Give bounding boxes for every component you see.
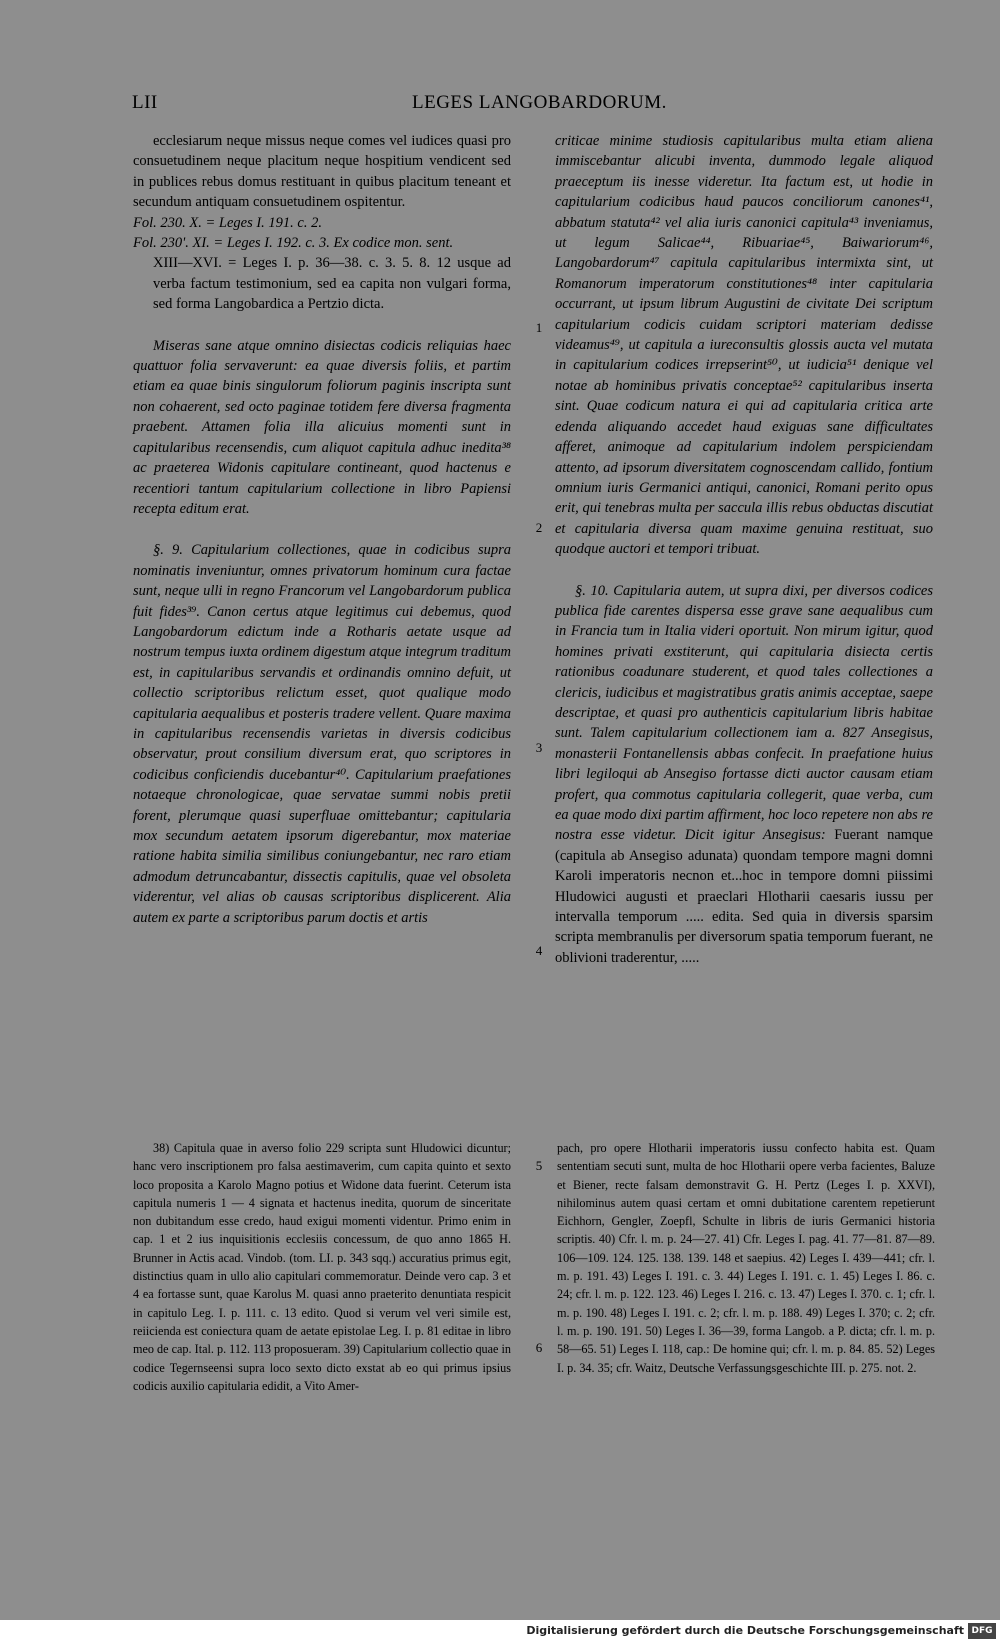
margin-number: 6	[535, 1340, 543, 1355]
footnote-text: pach, pro opere Hlotharii imperatoris iussu confecto habita est. Quam sententiam secuti sunt, multa de hoc Hlotharii opere verba facientes, Baluze et Biener, recte falsam demonstravit G. H. Pertz (Leges I. p. XXVI), nihilominus autem quasi certam et omni dubitatione carentem repetierunt Eichhorn, Gengler, Zoepfl, Schulte in libris de iuris Germanici historia scriptis. 40) Cfr. l. m. p. 24—27. 41) Cfr. Leges I. pag. 41. 77—81. 87—89. 106—109. 124. 125. 138. 139. 148 et saepius. 42) Leges I. 439—441; cfr. l. m. p. 191. 43) Leges I. 191. c. 3. 44) Leges I. 191. c. 1. 45) Leges I. 86. c. 24; cfr. l. m. p. 122. 123. 46) Leges I. 216. c. 13. 47) Leges I. 370. c. 1; cfr. l. m. p. 190. 48) Leges I. 191. c. 2; cfr. l. m. p. 188. 49) Leges I. 370; c. 2; cfr. l. m. p. 190. 191. 50) Leges I. 36—39, forma Langob. a P. dicta; cfr. l. m. p. 58—65. 51) Leges I. 118, cap.: De homine qui; cfr. l. m. p. 84. 85. 52) Leges I. p. 34. 35; cfr. Waitz, Deutsche Verfassungsgeschichte III. p. 275. not. 2.	[557, 1141, 935, 1375]
left-reference: Fol. 230. X. = Leges I. 191. c. 2.	[133, 214, 322, 231]
margin-number: 1	[535, 320, 543, 335]
margin-number: 2	[535, 520, 543, 535]
footnotes-left	[133, 1139, 511, 1395]
section-10-paragraph	[555, 581, 933, 969]
ansegisus-quotation: Fuerant namque (capitula ab Ansegiso adunata) quondam tempore magni domni Karoli imperatoris necnon et...hoc in tempore domni piissimi Hludowici augusti et praeclari Hlotharii caesaris iussu per intervalla temporum ..... edita. Sed quia in diversis sparsim scripta membranulis per diversorum spatia temporum fuerant, ne oblivioni traderentur, .....	[555, 827, 933, 966]
section-9-paragraph: §. 9. Capitularium collectiones, quae in codicibus supra nominatis inveniuntur, omnes privatorum hominum cura factae sunt, neque ulli in regno Francorum vel Langobardorum publica fuit fides³⁹. Canon certus atque legitimus cui debemus, quod Langobardorum edictum inde a Rotharis aetate usque ad nostrum tempus iuxta ordinem digestum atque integrum traditum est, in capitularibus servandis et ordinandis omnino defuit, ut collectio scriptoribus relictum esset, quot qualique modo capitularia aequalibus et posteris tradere vellent. Quare maxima in capitularibus recensendis varietas in diversis codicibus observatur, prout consilium diversum erat, quo scriptores in codicibus conficiendis ducebantur⁴⁰. Capitularium praefationes notaeque chronologicae, quae servatae summi nobis pretii forent, plerumque quasi superfluae omittebantur; capitularia mox secundum aetatem ipsorum digerebantur, mox materiae ratione habita similia similibus coniungebantur, nec raro etiam admodum detruncabantur, dissectis capitulis, quae vel obsoleta viderentur, vel alias ob causas scriptoribus displicerent. Alia autem ex parte a scriptoribus parum doctis et artis	[133, 542, 511, 926]
left-column	[133, 131, 511, 928]
left-paragraph: ecclesiarum neque missus neque comes vel iudices quasi pro consuetudinem neque placitum neque hospitium vendicent sed in publices rebus domus restituant in quibus placitum teneant et secundum antiquam consuetudinem ospitentur.	[133, 133, 511, 211]
margin-number: 5	[535, 1158, 543, 1173]
section-10-italic: §. 10. Capitularia autem, ut supra dixi, per diversos codices publica fide carentes dispersa esse grave sane aequalibus cum in Francia tum in Italia videri oportuit. Non mirum igitur, quod homines privati exstiterunt, qui capitularia disiecta certis rationibus coadunare studerent, et quod tales collectiones a clericis, iudicibus et magistratibus gratis animis acceptae, saepe descriptae, et quasi pro authenticis capitularium libris habitae sunt. Talem capitularium collectionem iam a. 827 Ansegisus, monasterii Fontanellensis abbas confecit. In praefatione huius libri legiloqui ab Ansegiso fortasse dicti auctor causam etiam profert, qua commotus capitularia collegerit, quae verba, cum ea quae modo dixi partim affirment, hoc loco repetere non abs re nostra esse videtur. Dicit igitur Ansegisus:	[555, 582, 933, 844]
left-reference: XIII—XVI. = Leges I. p. 36—38. c. 3. 5. 8. 12 usque ad verba factum testimonium, sed ea capita non vulgari forma, sed forma Langobardica a Pertzio dicta.	[153, 255, 511, 313]
margin-number: 3	[535, 740, 543, 755]
left-reference: Fol. 230'. XI. = Leges I. 192. c. 3. Ex codice mon. sent.	[133, 235, 454, 252]
margin-number: 4	[535, 943, 543, 958]
footnote-text: 38) Capitula quae in averso folio 229 scripta sunt Hludowici dicuntur; hanc vero inscriptionem pro falsa aestimaverim, cum capita quinto et sexto loco proposita a Karolo Magno potius et Widone data fuerint. Ceterum ista capitula numeris 1 — 4 signata et hactenus inedita, quorum de sinceritate non dubitandum esse credo, haud exigui momenti videntur. Primo enim in cap. 1 et 2 ius inquisitionis ecclesiis concessum, de quo anno 1865 H. Brunner in Actis acad. Vindob. (tom. LI. p. 343 sqq.) accuratius primus egit, distinctius quam in ullo alio capitulari commemoratur. Deinde vero cap. 3 et 4 ea fortasse sunt, quae Karolus M. quasi anno praeterito denuntiata respicit in capitulo Leg. I. p. 111. c. 13 edito. Quod si verum vel veri simile est, reiicienda est coniectura quam de aetate epistolae Leg. I. p. 81 editae in libro meo de cap. Ital. p. 112. 113 proposueram. 39) Capitularium collectio quae in codice Tegernseensi supra loco sexto dicto exstat ab eo qui primus ipsius codicis auxilio capitularia edidit, a Vito Amer-	[133, 1141, 511, 1393]
right-column	[555, 131, 933, 968]
footer-bar	[0, 1620, 1000, 1643]
left-paragraph: Miseras sane atque omnino disiectas codicis reliquias haec quattuor folia servaverunt: ea quae diversis foliis, et partim etiam ea quae binis singulorum foliorum paginis inscripta sunt non cohaerent, sed octo paginae totidem fere diversa fragmenta praebent. Attamen folia illa alicuius momenti sunt in capitularibus recensendis, cum aliquot capitula adhuc inedita³⁸ ac praeterea Widonis capitulare contineant, quod hactenus e recentiori tantum capitularium collectione in libro Papiensi recepta editum erat.	[133, 337, 511, 517]
footnotes-right	[557, 1139, 935, 1377]
dfg-logo: DFG	[968, 1623, 996, 1639]
funding-notice: Digitalisierung gefördert durch die Deutsche Forschungsgemeinschaft	[526, 1624, 964, 1637]
page-number: LII	[132, 92, 158, 113]
running-title: LEGES LANGOBARDORUM.	[412, 92, 667, 113]
right-paragraph: criticae minime studiosis capitularibus multa etiam aliena immiscebantur alicubi inventa, dummodo legale aliquod praeceptum iis inesse videretur. Ita factum est, ut hodie in capitularium codicibus haud paucos conciliorum canones⁴¹, abbatum statuta⁴² vel alia iuris canonici capitula⁴³ inveniamus, ut legum Salicae⁴⁴, Ribuariae⁴⁵, Baiwariorum⁴⁶, Langobardorum⁴⁷ capitula capitularibus intermixta sint, ut Romanorum imperatorum constitutiones⁴⁸ inter capitularia occurrant, ut ipsum librum Augustini de civitate Dei scriptum capitularium codicis cuidam scriptori materiam dedisse videamus⁴⁹, ut capitula a iureconsultis glossis aucta vel mutata in capitularium codices irrepserint⁵⁰, ut iudicia⁵¹ denique vel notae ab hominibus privatis conceptae⁵² capitularibus inserta sint. Quae codicum natura ei qui ad capitularia critica arte edenda aliquando accedet haud exiguas sane difficultates afferet, animoque ad capitularium indolem perspiciendam attento, ad ipsorum diversitatem cognoscendam callido, fontium omnium iuris Germanici antiqui, canonici, Romani perito opus erit, qui tenebras multa per saccula illis rebus obductas discutiat et capitularia diversa quam maxime genuina restituat, suo quodque auctori et tempori tribuat.	[555, 133, 933, 558]
